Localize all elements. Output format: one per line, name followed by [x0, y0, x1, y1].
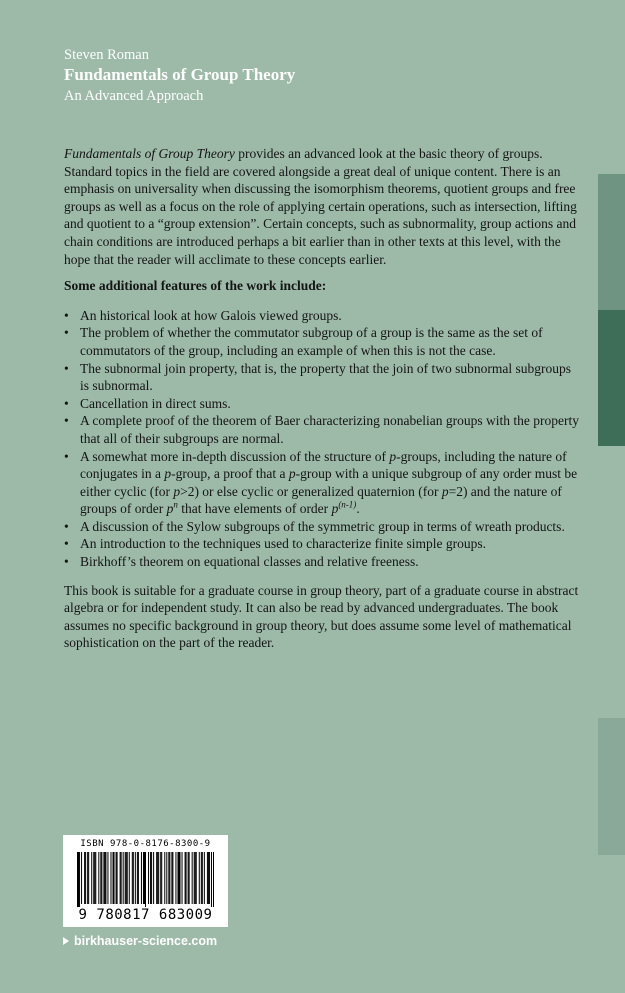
- barcode-bar: [151, 852, 152, 904]
- barcode-bar: [104, 852, 105, 904]
- barcode-bar: [133, 852, 134, 904]
- barcode-bar: [180, 852, 181, 904]
- barcode-bar: [158, 852, 159, 904]
- intro-italic-title: Fundamentals of Group Theory: [64, 146, 235, 161]
- barcode-bar: [156, 852, 157, 904]
- feature-item: • Cancellation in direct sums.: [64, 395, 579, 413]
- color-tab-lower: [598, 718, 625, 855]
- barcode-bar: [196, 852, 197, 904]
- isbn-barcode: [63, 835, 228, 927]
- back-cover-text: [64, 145, 579, 652]
- barcode-bar: [129, 852, 130, 904]
- barcode-bar: [164, 852, 165, 904]
- feature-item: • A discussion of the Sylow subgroups of the symmetric group in terms of wreath products.: [64, 518, 579, 536]
- barcode-bar: [81, 852, 82, 904]
- barcode-bar: [138, 852, 139, 904]
- barcode-bar: [141, 852, 142, 904]
- author-name: Steven Roman: [64, 47, 149, 63]
- barcode-bar: [213, 852, 214, 907]
- barcode-bar: [199, 852, 200, 904]
- barcode-bar: [117, 852, 118, 904]
- feature-item: • The subnormal join property, that is, the property that the join of two subnormal subgroups is subnormal.: [64, 360, 579, 395]
- barcode-bar: [209, 852, 210, 904]
- barcode-bar: [189, 852, 190, 904]
- barcode-bar: [148, 852, 149, 904]
- barcode-bar: [143, 852, 144, 904]
- barcode-bar: [182, 852, 183, 904]
- feature-item: • The problem of whether the commutator subgroup of a group is the same as the set of commutators of the group, including an example of when this is not the case.: [64, 324, 579, 359]
- barcode-bars: [77, 852, 214, 907]
- barcode-bar: [194, 852, 195, 904]
- barcode-bar: [95, 852, 96, 904]
- barcode-bar: [132, 852, 133, 904]
- color-tab-upper: [598, 174, 625, 310]
- barcode-bar: [93, 852, 94, 904]
- barcode-bar: [208, 852, 209, 904]
- barcode-bar: [137, 852, 138, 904]
- feature-item: • A complete proof of the theorem of Baer characterizing nonabelian groups with the property that all of their subgroups are normal.: [64, 412, 579, 447]
- barcode-bar: [126, 852, 127, 904]
- barcode-bar: [79, 852, 80, 907]
- barcode-bar: [84, 852, 85, 904]
- barcode-bar: [110, 852, 111, 904]
- barcode-bar: [150, 852, 151, 904]
- feature-item-p-groups: • A somewhat more in-depth discussion of the structure of p-groups, including the nature of conjugates in a p-group, a proof that a p-group with a unique subgroup of any order must be either cyclic (for p>2) or else cyclic or generalized quaternion (for p=2) and the nature of groups of order $p^n$ that have elements of order $p^{(n-1)}$.: [64, 448, 579, 518]
- barcode-bar: [125, 852, 126, 904]
- barcode-digits: 9 780817 683009: [78, 907, 213, 923]
- barcode-bar: [116, 852, 117, 904]
- barcode-bar: [144, 852, 145, 904]
- feature-item: • An historical look at how Galois viewed groups.: [64, 307, 579, 325]
- barcode-bar: [185, 852, 186, 904]
- barcode-bar: [135, 852, 136, 904]
- barcode-bar: [114, 852, 115, 904]
- barcode-bar: [94, 852, 95, 904]
- barcode-bar: [177, 852, 178, 904]
- barcode-bar: [91, 852, 92, 904]
- barcode-bar: [168, 852, 169, 904]
- barcode-bar: [121, 852, 122, 904]
- barcode-bar: [211, 852, 212, 907]
- barcode-bar: [120, 852, 121, 904]
- barcode-bar: [171, 852, 172, 904]
- cover-header: [64, 46, 295, 105]
- barcode-bar: [78, 852, 79, 907]
- barcode-bar: [107, 852, 108, 904]
- intro-paragraph: [64, 145, 579, 268]
- barcode-bar: [195, 852, 196, 904]
- barcode-bar: [161, 852, 162, 904]
- barcode-bar: [87, 852, 88, 904]
- features-heading: Some additional features of the work include:: [64, 278, 327, 294]
- barcode-bar: [175, 852, 176, 904]
- barcode-bar: [105, 852, 106, 904]
- barcode-bar: [186, 852, 187, 904]
- isbn-number: ISBN 978-0-8176-8300-9: [80, 839, 211, 849]
- features-list: [64, 307, 579, 571]
- publisher-website[interactable]: [63, 934, 217, 948]
- book-subtitle: An Advanced Approach: [64, 88, 204, 104]
- barcode-bar: [202, 852, 203, 904]
- barcode-bar: [103, 852, 104, 904]
- barcode-bar: [100, 852, 101, 904]
- barcode-bar: [166, 852, 167, 904]
- barcode-bar: [88, 852, 89, 904]
- intro-text: provides an advanced look at the basic theory of groups. Standard topics in the field are covered alongside a great deal of unique content. There is an emphasis on universality when discussing the isomorphism theorems, quotient groups and free groups as well as a focus on the role of applying certain operations, such as intersection, lifting and quotient to a “group extension”. Certain concepts, such as subnormality, group actions and chain conditions are introduced perhaps a bit earlier than in other texts at this level, with the hope that the reader will acclimate to these concepts earlier.: [64, 146, 577, 267]
- barcode-bar: [123, 852, 124, 904]
- barcode-bar: [172, 852, 173, 904]
- barcode-bar: [153, 852, 154, 904]
- barcode-bar: [101, 852, 102, 904]
- barcode-bar: [169, 852, 170, 904]
- book-title: Fundamentals of Group Theory: [64, 65, 296, 84]
- website-url[interactable]: birkhauser-science.com: [74, 934, 218, 948]
- feature-item: • An introduction to the techniques used to characterize finite simple groups.: [64, 535, 579, 553]
- barcode-bar: [201, 852, 202, 904]
- barcode-bar: [178, 852, 179, 904]
- barcode-bar: [160, 852, 161, 904]
- barcode-bar: [77, 852, 78, 907]
- barcode-bar: [192, 852, 193, 904]
- barcode-bar: [157, 852, 158, 904]
- barcode-bar: [85, 852, 86, 904]
- arrow-right-icon: [63, 937, 69, 945]
- barcode-bar: [204, 852, 205, 904]
- barcode-bar: [145, 852, 146, 907]
- feature-item: • Birkhoff’s theorem on equational classes and relative freeness.: [64, 553, 579, 571]
- closing-paragraph: This book is suitable for a graduate course in group theory, part of a graduate course in abstract algebra or for independent study. It can also be read by advanced undergraduates. The book assumes no specific background in group theory, but does assume some level of mathematical sophistication on the part of the reader.: [64, 582, 579, 651]
- barcode-bar: [188, 852, 189, 904]
- barcode-bar: [127, 852, 128, 904]
- barcode-bar: [207, 852, 208, 904]
- barcode-bar: [113, 852, 114, 904]
- color-tab-middle: [598, 310, 625, 446]
- barcode-bar: [98, 852, 99, 904]
